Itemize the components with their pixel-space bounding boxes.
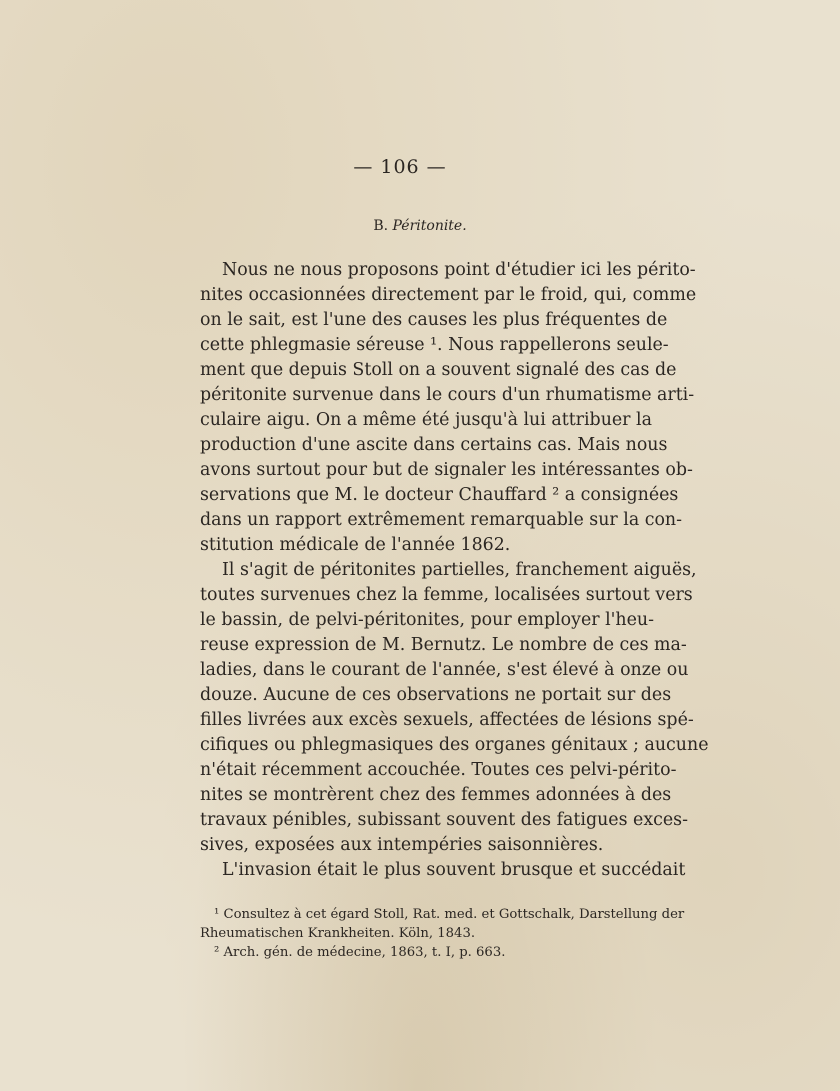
text-line: cifiques ou phlegmasiques des organes génitaux ; aucune (200, 735, 709, 755)
text-line: douze. Aucune de ces observations ne portait sur des (200, 685, 672, 705)
text-line: dans un rapport extrêmement remarquable sur la con- (200, 510, 683, 530)
footnote-marker: ² (214, 945, 220, 960)
text-line: production d'une ascite dans certains cas. Mais nous (200, 435, 668, 455)
text-line: cette phlegmasie séreuse ¹. Nous rappellerons seule- (200, 335, 669, 355)
text-line: péritonite survenue dans le cours d'un rhumatisme arti- (200, 385, 695, 405)
footnote-1-continued: Rheumatischen Krankheiten. Köln, 1843. (200, 926, 476, 941)
text-line: Nous ne nous proposons point d'étudier ici les périto- (222, 260, 696, 280)
footnote-text: Arch. gén. de médecine, 1863, t. I, p. 663. (223, 945, 506, 960)
footnote-marker: ¹ (214, 907, 220, 922)
text-line: L'invasion était le plus souvent brusque et succédait (222, 860, 686, 880)
text-line: reuse expression de M. Bernutz. Le nombre de ces ma- (200, 635, 687, 655)
text-line: nites se montrèrent chez des femmes adonnées à des (200, 785, 672, 805)
text-line: n'était récemment accouchée. Toutes ces pelvi-périto- (200, 760, 677, 780)
text-line: servations que M. le docteur Chauffard ² a consignées (200, 485, 679, 505)
text-line: filles livrées aux excès sexuels, affectées de lésions spé- (200, 710, 694, 730)
text-line: stitution médicale de l'année 1862. (200, 535, 511, 555)
text-line: culaire aigu. On a même été jusqu'à lui attribuer la (200, 410, 652, 430)
text-line: nites occasionnées directement par le froid, qui, comme (200, 285, 697, 305)
text-line: sives, exposées aux intempéries saisonnières. (200, 835, 604, 855)
section-title: Péritonite. (392, 218, 467, 234)
text-line: le bassin, de pelvi-péritonites, pour employer l'heu- (200, 610, 654, 630)
footnotes (200, 905, 685, 962)
footnote-text: Consultez à cet égard Stoll, Rat. med. et Gottschalk, Darstellung der (223, 907, 685, 922)
text-line: ladies, dans le courant de l'année, s'est élevé à onze ou (200, 660, 689, 680)
text-line: avons surtout pour but de signaler les intéressantes ob- (200, 460, 693, 480)
text-line: travaux pénibles, subissant souvent des fatigues exces- (200, 810, 688, 830)
text-line: ment que depuis Stoll on a souvent signalé des cas de (200, 360, 677, 380)
section-prefix: B. (373, 218, 389, 234)
section-heading (0, 218, 840, 234)
text-line: Il s'agit de péritonites partielles, franchement aiguës, (222, 560, 697, 580)
footnote-1 (200, 905, 685, 924)
page-number: — 106 — (353, 156, 447, 178)
text-line: toutes survenues chez la femme, localisées surtout vers (200, 585, 693, 605)
body-text (200, 258, 709, 883)
footnote-2 (200, 943, 645, 962)
text-line: on le sait, est l'une des causes les plus fréquentes de (200, 310, 668, 330)
